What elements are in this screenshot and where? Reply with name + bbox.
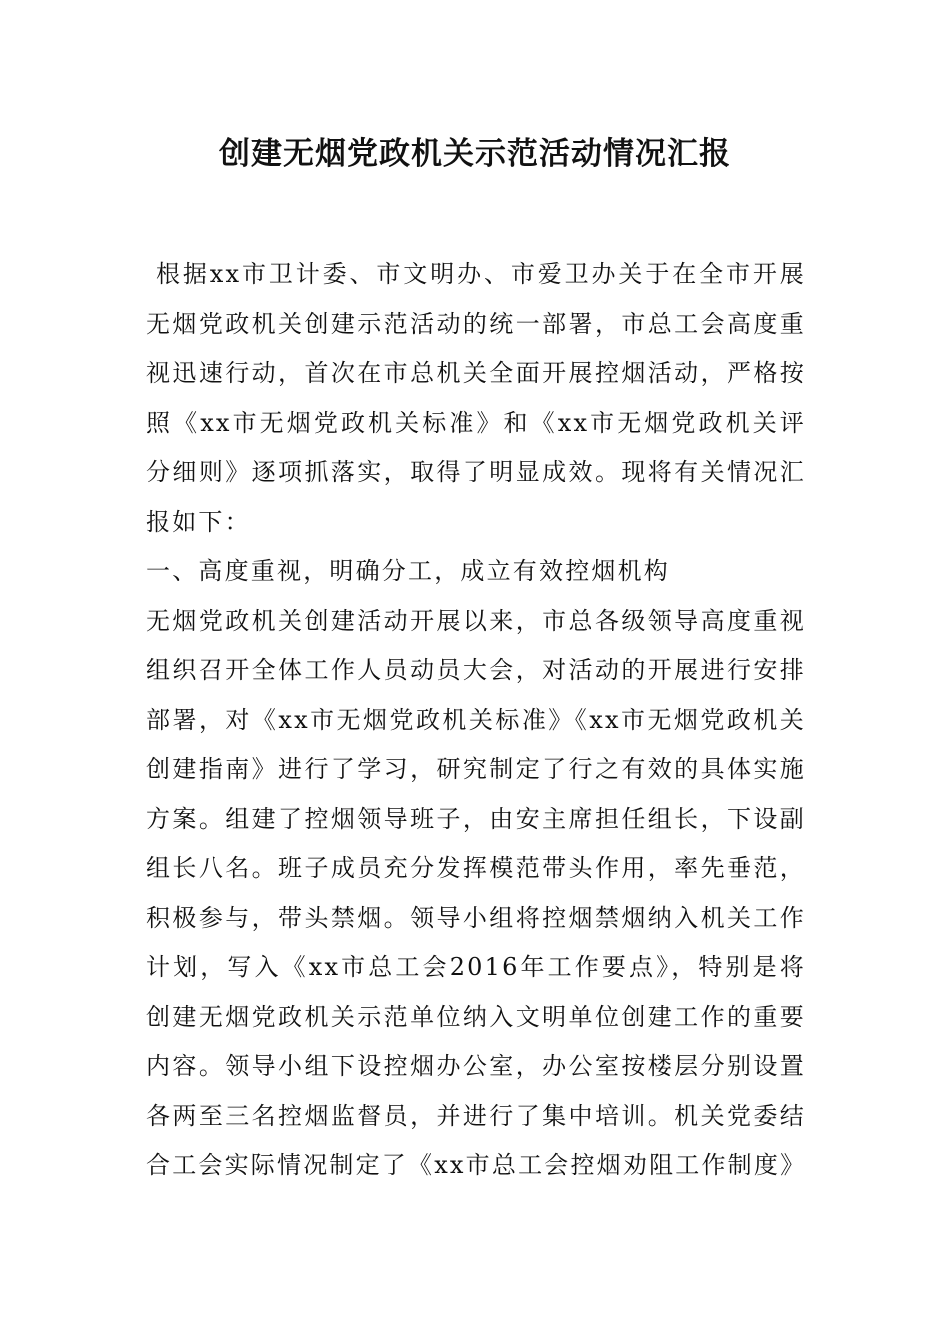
intro-paragraph: 根据xx市卫计委、市文明办、市爱卫办关于在全市开展无烟党政机关创建示范活动的统一部署，市总工会高度重视迅速行动，首次在市总机关全面开展控烟活动，严格按照《xx市无烟党政机关标准》和《xx市无烟党政机关评分细则》逐项抓落实，取得了明显成效。现将有关情况汇报如下： bbox=[146, 260, 806, 536]
section-heading: 一、高度重视，明确分工，成立有效控烟机构 bbox=[146, 557, 670, 585]
section-paragraph: 无烟党政机关创建活动开展以来，市总各级领导高度重视组织召开全体工作人员动员大会，对活动的开展进行安排部署，对《xx市无烟党政机关标准》《xx市无烟党政机关创建指南》进行了学习，研究制定了行之有效的具体实施方案。组建了控烟领导班子，由安主席担任组长，下设副组长八名。班子成员充分发挥模范带头作用，率先垂范，积极参与，带头禁烟。领导小组将控烟禁烟纳入机关工作计划，写入《xx市总工会2016年工作要点》，特别是将创建无烟党政机关示范单位纳入文明单位创建工作的重要内容。领导小组下设控烟办公室，办公室按楼层分别设置各两至三名控烟监督员，并进行了集中培训。机关党委结合工会实际情况制定了《xx市总工会控烟劝阻工作制度》 bbox=[146, 606, 807, 1179]
document-title: 创建无烟党政机关示范活动情况汇报 bbox=[219, 136, 731, 172]
document-body bbox=[146, 250, 806, 1191]
